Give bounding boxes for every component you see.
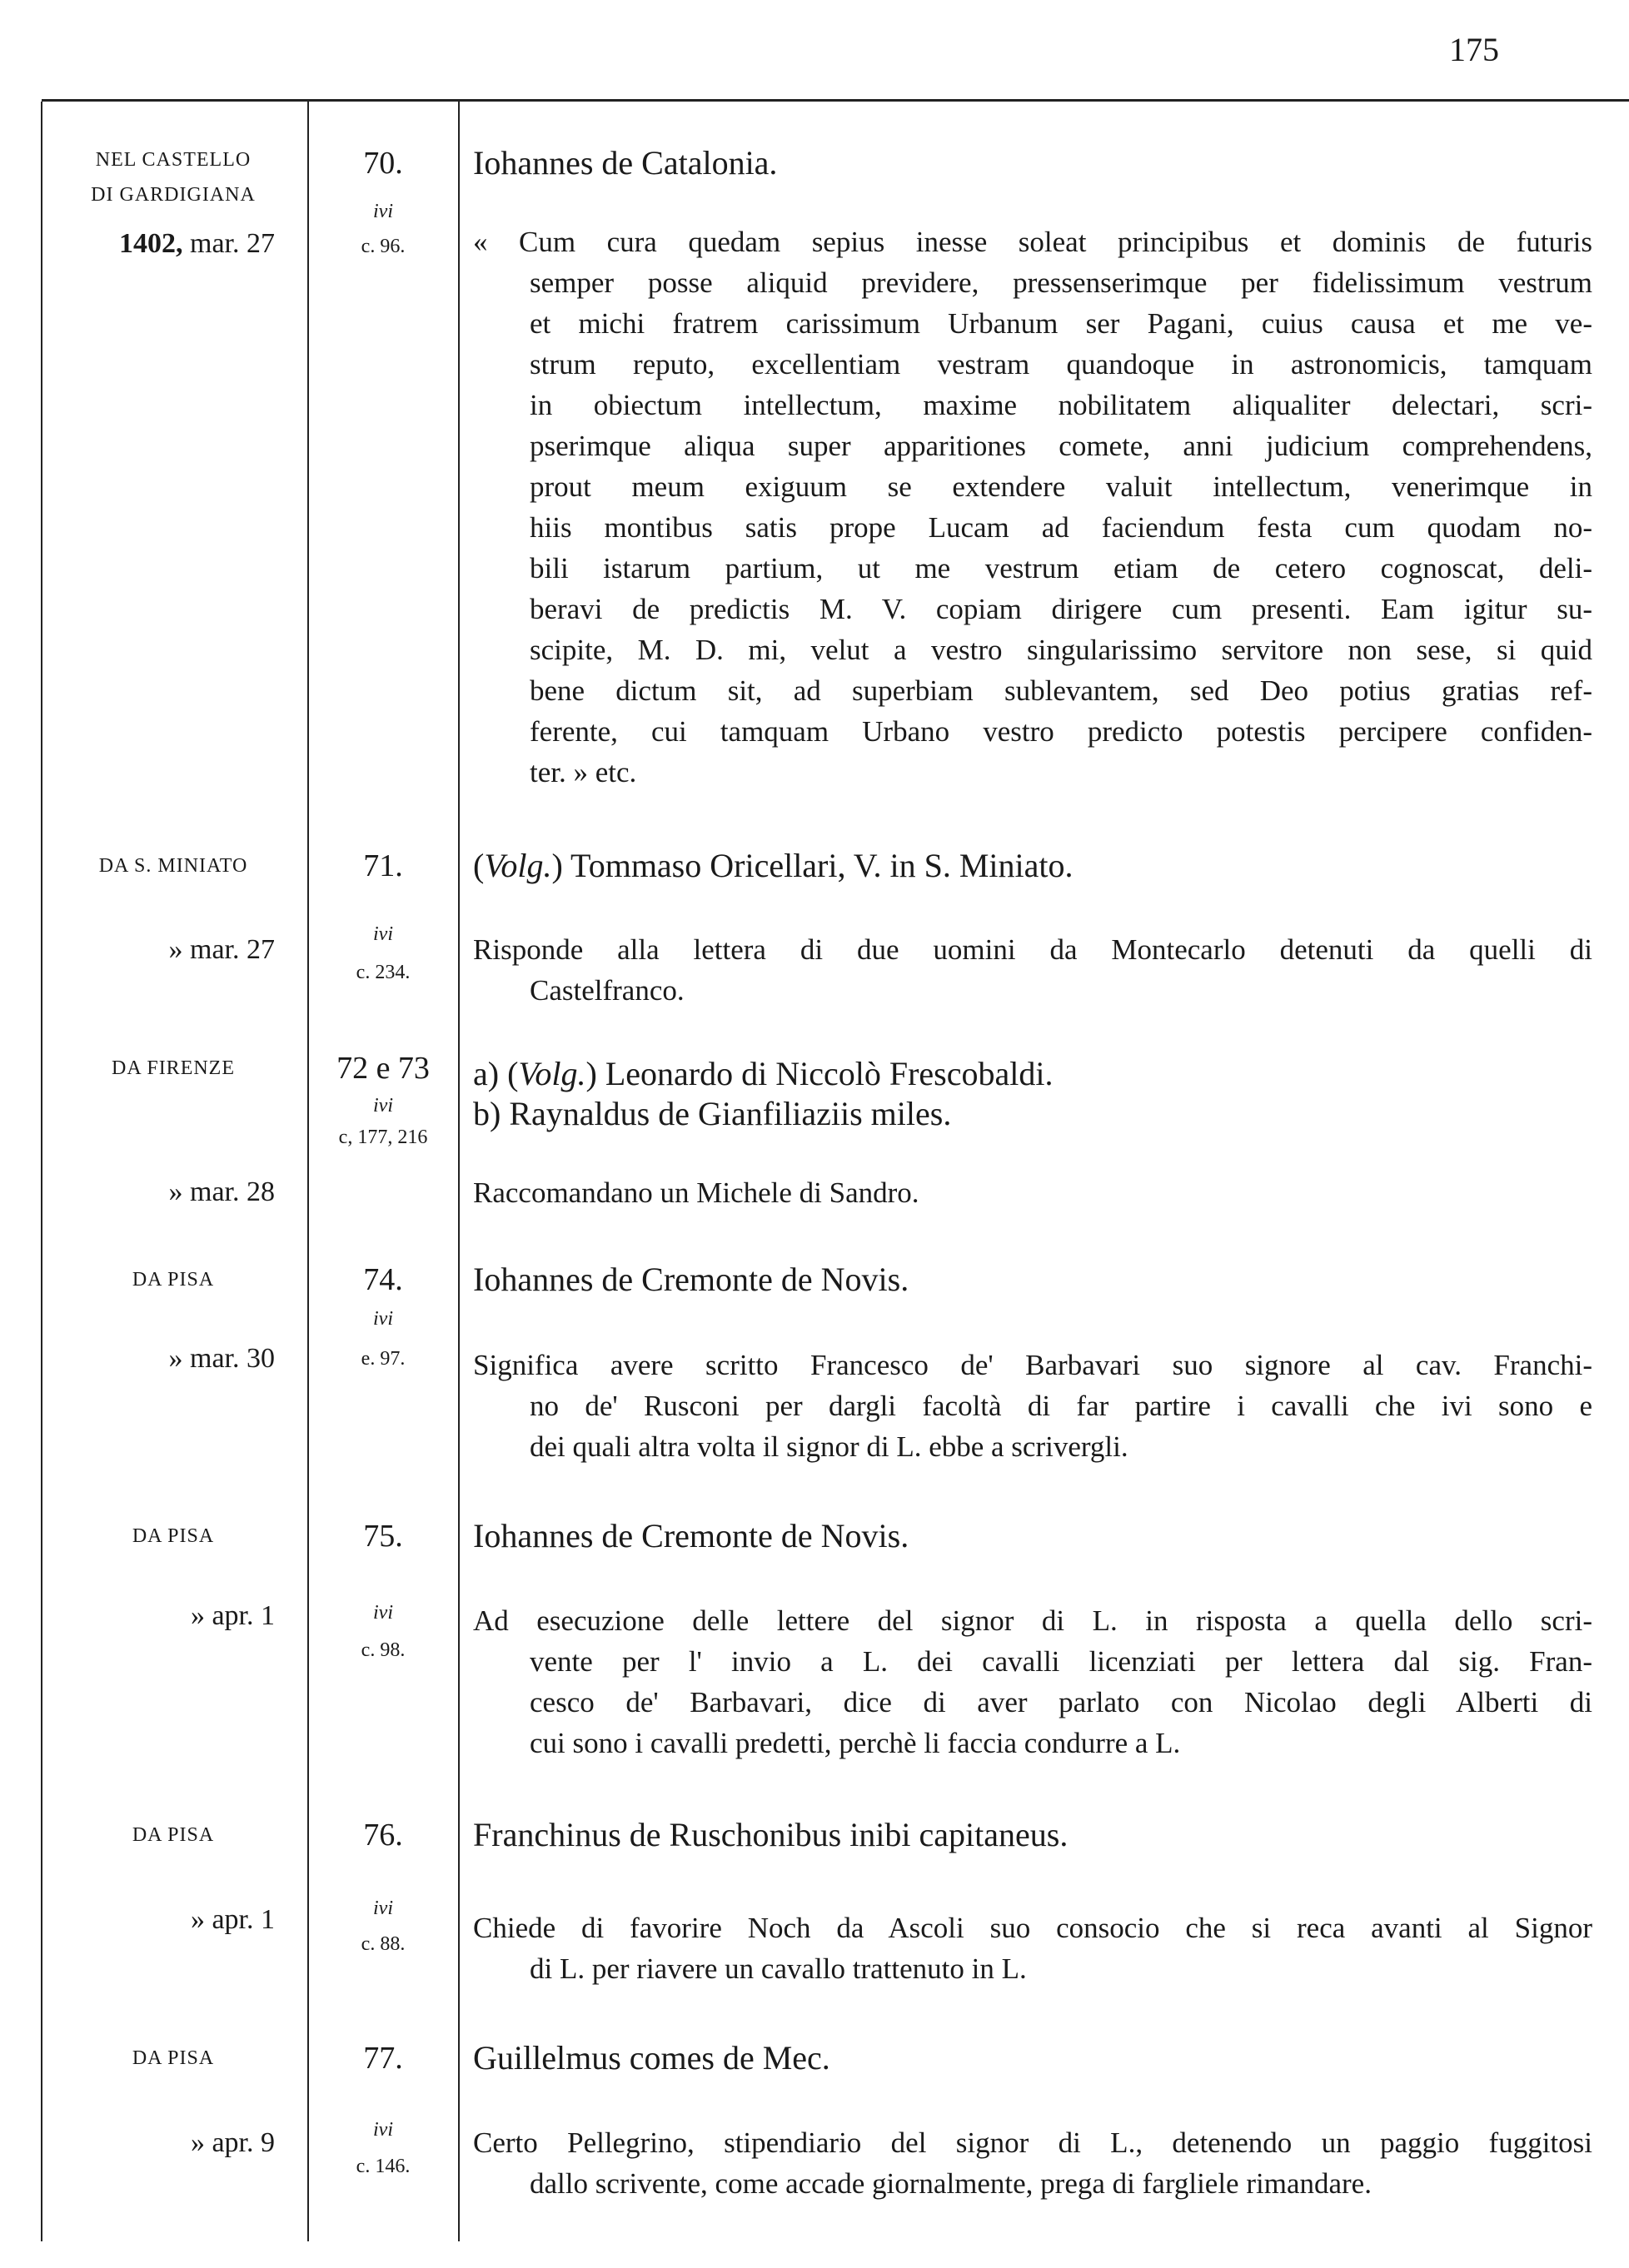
archive-ref-folio: c. 96.	[361, 236, 406, 257]
entry-text-line: bili istarum partium, ut me vestrum etiam de cetero cognoscat, deli-	[530, 552, 1592, 584]
entry-number: 74.	[363, 1262, 403, 1297]
entry-heading	[473, 1094, 951, 1134]
entry-date	[42, 1599, 275, 1633]
entry-text-line: scipite, M. D. mi, velut a vestro singularissimo servitore non sese, si quid	[530, 634, 1592, 666]
entry-date	[42, 1176, 275, 1209]
entry-place: NEL CASTELLO	[95, 149, 252, 171]
heading-volg: Volg.	[484, 847, 552, 884]
entry-text-line: et michi fratrem carissimum Urbanum ser Pagani, cuius causa et me ve-	[530, 307, 1592, 340]
entry-number: 75.	[363, 1519, 403, 1554]
archive-ref-folio: c. 88.	[361, 1933, 406, 1955]
archive-ref-ivi: ivi	[373, 1095, 393, 1117]
column-rule-right	[458, 102, 460, 2241]
entry-heading: (Volg.) Tommaso Oricellari, V. in S. Miniato.	[473, 847, 1074, 884]
entry-place: DA PISA	[132, 2047, 215, 2069]
archive-ref-folio: c. 146.	[356, 2156, 411, 2177]
entry-text-line: Castelfranco.	[530, 974, 685, 1007]
entry-text-line: vente per l' invio a L. dei cavalli licenziati per lettera dal sig. Fran-	[530, 1645, 1592, 1678]
entry-place: DI GARDIGIANA	[91, 184, 256, 206]
top-rule	[42, 99, 1629, 102]
entry-date	[42, 1342, 275, 1375]
archive-ref-ivi: ivi	[373, 201, 393, 222]
entry-place: DA S. MINIATO	[98, 855, 248, 877]
entry-text-line: no de' Rusconi per dargli facoltà di far partire i cavalli che ivi sono e	[530, 1390, 1592, 1422]
heading-text: Iohannes de Cremonte de Novis.	[473, 1261, 909, 1298]
entry-place: DA PISA	[132, 1824, 215, 1846]
entry-text-line: prout meum exiguum se extendere valuit intellectum, venerimque in	[530, 470, 1592, 503]
entry-year: 1402,	[119, 228, 183, 259]
heading-prefix: a)	[473, 1055, 508, 1092]
entry-text-line: Risponde alla lettera di due uomini da Montecarlo detenuti da quelli di	[473, 933, 1592, 966]
heading-text: Iohannes de Catalonia.	[473, 144, 778, 182]
heading-text: Franchinus de Ruschonibus inibi capitaneus.	[473, 1816, 1069, 1853]
entry-text-line: Raccomandano un Michele di Sandro.	[473, 1176, 919, 1209]
entry-date-text: » mar. 27	[168, 934, 275, 965]
entry-heading	[473, 1815, 1068, 1855]
entry-heading: a) (Volg.) Leonardo di Niccolò Frescobaldi.	[473, 1055, 1054, 1092]
entry-heading	[473, 1516, 909, 1556]
archive-ref-ivi: ivi	[373, 1308, 393, 1330]
heading-text: Iohannes de Cremonte de Novis.	[473, 1517, 909, 1554]
entry-place: DA PISA	[132, 1525, 215, 1547]
entry-text-line: semper posse aliquid previdere, pressenserimque per fidelissimum vestrum	[530, 266, 1592, 299]
heading-text: Leonardo di Niccolò Frescobaldi.	[596, 1055, 1054, 1092]
archive-ref-ivi: ivi	[373, 1602, 393, 1624]
entry-text-line: dallo scrivente, come accade giornalmente, prega di fargliele rimandare.	[530, 2167, 1372, 2200]
archive-ref-folio: c, 177, 216	[338, 1127, 428, 1148]
entry-text-line: « Cum cura quedam sepius inesse soleat principibus et dominis de futuris	[473, 226, 1592, 258]
archive-ref-ivi: ivi	[373, 923, 393, 945]
heading-text: Tommaso Oricellari, V. in S. Miniato.	[562, 847, 1074, 884]
entry-number: 76.	[363, 1818, 403, 1853]
entry-text-line: cui sono i cavalli predetti, perchè li faccia condurre a L.	[530, 1727, 1181, 1759]
entry-number: 70.	[363, 146, 403, 181]
entry-date	[42, 933, 275, 967]
entry-text-line: beravi de predictis M. V. copiam dirigere cum presenti. Eam igitur su-	[530, 593, 1592, 625]
entry-number: 71.	[363, 848, 403, 883]
entry-date	[42, 1903, 275, 1937]
archive-ref-ivi: ivi	[373, 1897, 393, 1919]
entry-heading	[473, 143, 777, 183]
entry-text-line: Ad esecuzione delle lettere del signor di L. in risposta a quella dello scri-	[473, 1604, 1592, 1637]
archive-ref-folio: e. 97.	[361, 1348, 406, 1370]
entry-date-text: » mar. 30	[168, 1343, 275, 1374]
entry-text-line: ferente, cui tamquam Urbano vestro predicto potestis percipere confiden-	[530, 715, 1592, 748]
heading-text: Guillelmus comes de Mec.	[473, 2039, 830, 2077]
entry-text-line: ter. » etc.	[530, 756, 637, 788]
entry-heading	[473, 1260, 909, 1300]
page-number: 175	[1449, 31, 1499, 68]
archive-ref-ivi: ivi	[373, 2119, 393, 2141]
entry-number: 77.	[363, 2041, 403, 2076]
archive-ref-folio: c. 234.	[356, 962, 411, 983]
entry-date-text: » apr. 9	[190, 2127, 275, 2158]
entry-text-line: bene dictum sit, ad superbiam sublevantem, sed Deo potius gratias ref-	[530, 674, 1592, 707]
entry-number: 72 e 73	[336, 1051, 430, 1086]
entry-text-line: Certo Pellegrino, stipendiario del signor di L., detenendo un paggio fuggitosi	[473, 2126, 1592, 2159]
entry-heading	[473, 2038, 830, 2078]
entry-text-line: dei quali altra volta il signor di L. ebbe a scrivergli.	[530, 1430, 1128, 1463]
entry-text-line: cesco de' Barbavari, dice di aver parlato con Nicolao degli Alberti di	[530, 1686, 1592, 1718]
entry-text-line: Chiede di favorire Noch da Ascoli suo consocio che si reca avanti al Signor	[473, 1912, 1592, 1944]
entry-date	[42, 227, 275, 261]
entry-place: DA PISA	[132, 1269, 215, 1291]
entry-place: DA FIRENZE	[112, 1057, 235, 1079]
entry-date-text: » apr. 1	[190, 1600, 275, 1631]
entry-date-text: mar. 27	[190, 228, 275, 259]
entry-text-line: pserimque aliqua super apparitiones comete, anni judicium comprehendens,	[530, 430, 1592, 462]
archive-ref-folio: c. 98.	[361, 1639, 406, 1661]
entry-date	[42, 2126, 275, 2160]
entry-date-text: » mar. 28	[168, 1176, 275, 1207]
heading-text: Raynaldus de Gianfiliaziis miles.	[509, 1095, 952, 1132]
entry-text-line: in obiectum intellectum, maxime nobilitatem aliqualiter delectari, scri-	[530, 389, 1592, 421]
heading-prefix: b)	[473, 1095, 510, 1132]
entry-text-line: Significa avere scritto Francesco de' Barbavari suo signore al cav. Franchi-	[473, 1349, 1592, 1381]
entry-text-line: strum reputo, excellentiam vestram quandoque in astronomicis, tamquam	[530, 348, 1592, 380]
entry-text-line: hiis montibus satis prope Lucam ad faciendum festa cum quodam no-	[530, 511, 1592, 544]
entry-date-text: » apr. 1	[190, 1904, 275, 1935]
entry-text-line: di L. per riavere un cavallo trattenuto in L.	[530, 1952, 1027, 1985]
heading-volg: Volg.	[518, 1055, 586, 1092]
